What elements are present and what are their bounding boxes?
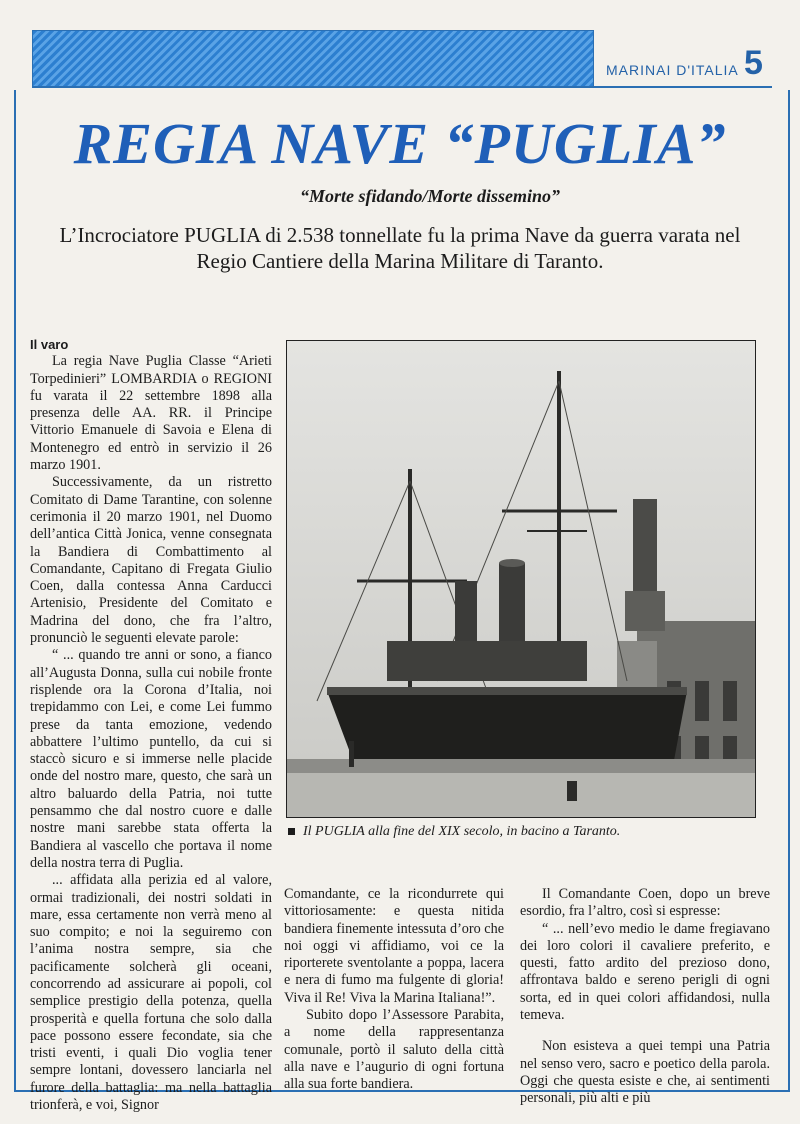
- paragraph: Il Comandante Coen, dopo un breve esordio, fra l’altro, così si espresse:: [520, 886, 770, 920]
- page-number: 5: [744, 44, 763, 82]
- paragraph: ... affidata alla perizia ed al valore, ormai tradizionali, dei nostri soldati in mare, essa certamente non verrà meno al suo compito; e noi la seguiremo con l’anima nostra sempre, sia che pacificamente solcherà gli oceani, concorrendo ad assicurare ai popoli, col semplice prestigio della potenza, quella prosperità e quella fortuna che solo dalla pace possono essere fecondate, sia che tristi eventi, i quali Dio voglia tener sempre lontani, dovessero lanciarla nel furore della battaglia: ma nella battaglia trionferà, e voi, Signor: [30, 872, 272, 1114]
- ship-photo-illustration: [287, 341, 755, 817]
- paragraph: Non esisteva a quei tempi una Patria nel senso vero, sacro e poetico della parola. Oggi che questa esiste e che, ai sentimenti personali, più alti e più: [520, 1038, 770, 1107]
- header-band: [32, 30, 594, 88]
- paragraph: “ ... nell’evo medio le dame fregiavano dei loro colori il cavaliere preferito, e questi, fatto ardito del prezioso dono, affrontava baldo e sereno perigli di ogni sorta, ed in quei colori affidandosi, nulla temeva.: [520, 920, 770, 1024]
- paragraph: Subito dopo l’Assessore Parabita, a nome della rappresentanza comunale, portò il saluto della città alla nave e l’augurio di ogni fortuna alla sua forte bandiera.: [284, 1007, 504, 1093]
- paragraph: “ ... quando tre anni or sono, a fianco all’Augusta Donna, sulla cui nobile fronte risplende ora la Corona d’Italia, noi trepidammo con Lei, e come Lei fummo prese da tanta emozione, vedendo abbattere l’ultimo puntello, da cui si staccò sicuro e si immerse nelle placide onde del nostro mare, questo, che sarà un altro baluardo della Patria, noi tutte pensammo che dal nostro cuore e dalle nostre mani sarebbe stata offerta la Bandiera al vascello che portava il nome della nostra terra di Puglia.: [30, 647, 272, 871]
- text-column-1: [30, 336, 272, 1114]
- article-intro: L’Incrociatore PUGLIA di 2.538 tonnellate fu la prima Nave da guerra varata nel Regio Cantiere della Marina Militare di Taranto.: [59, 223, 741, 273]
- text-column-3: [520, 886, 770, 1108]
- section-heading: Il varo: [30, 337, 69, 352]
- photo-caption: [288, 824, 758, 840]
- text-column-2: [284, 886, 504, 1094]
- ship-photo: [286, 340, 756, 818]
- photo-caption-text: Il PUGLIA alla fine del XIX secolo, in bacino a Taranto.: [303, 824, 621, 839]
- caption-bullet: [288, 828, 295, 835]
- paragraph: Successivamente, da un ristretto Comitato di Dame Tarantine, con solenne cerimonia il 20 marzo 1901, nel Duomo dell’antica Città Jonica, venne consegnata la Bandiera di Combattimento al Comandante, Capitano di Fregata Giulio Coen, dalla contessa Anna Carducci Artenisio, Presidente del Comitato e Madrina del dono, che fra l’altro, pronunciò le seguenti elevate parole:: [30, 474, 272, 647]
- header-rule: [32, 86, 772, 88]
- article-motto: “Morte sfidando/Morte dissemino”: [299, 186, 561, 206]
- paragraph: Comandante, ce la ricondurrete qui vittoriosamente: e questa nitida bandiera finemente intessuta d’oro che noi oggi vi affidiamo, voi ce la riporterete sventolante a poppa, lacera e nera di fumo ma fulgente di gloria! Viva il Re! Viva la Marina Italiana!”.: [284, 886, 504, 1006]
- magazine-name: MARINAI D'ITALIA: [606, 62, 739, 78]
- article-title: REGIA NAVE “PUGLIA”: [73, 111, 727, 176]
- paragraph: La regia Nave Puglia Classe “Arieti Torpedinieri” LOMBARDIA o REGIONI fu varata il 22 settembre 1898 alla presenza delle AA. RR. il Principe Vittorio Emanuele di Savoia e Elena di Montenegro ed entrò in servizio il 26 marzo 1901.: [30, 353, 272, 474]
